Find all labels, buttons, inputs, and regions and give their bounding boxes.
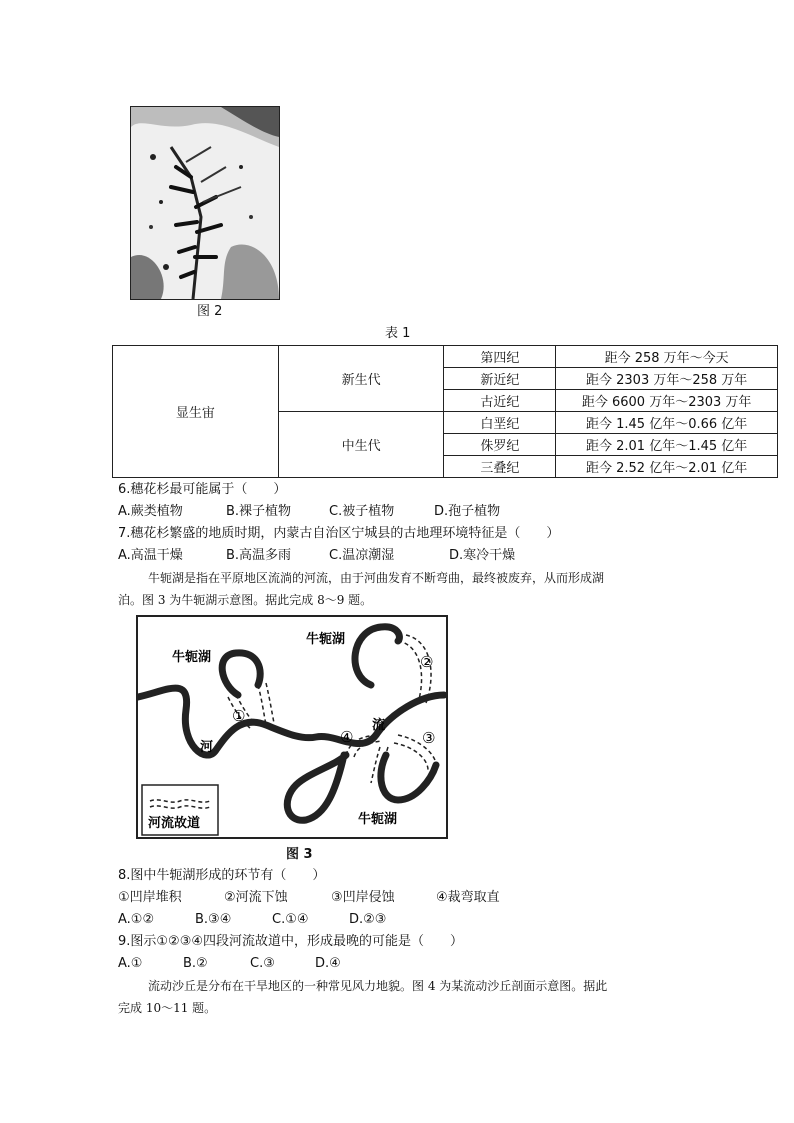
q8-option-c: C.①④ xyxy=(272,912,309,927)
q6-option-b: B.裸子植物 xyxy=(226,504,292,519)
intro-8-9-line2: 泊。图 3 为牛轭湖示意图。据此完成 8～9 题。 xyxy=(118,593,373,607)
period-cell: 第四纪 xyxy=(444,346,556,368)
period-cell: 三叠纪 xyxy=(444,456,556,478)
marker-3: ③ xyxy=(422,729,436,747)
range-cell: 距今 6600 万年～2303 万年 xyxy=(556,390,778,412)
lake-label: 牛轭湖 xyxy=(172,650,212,665)
river-label: 流 xyxy=(372,718,386,733)
q9-option-b: B.② xyxy=(183,956,208,971)
question-6-stem: 6.穗花杉最可能属于（ ） xyxy=(118,482,287,497)
period-cell: 古近纪 xyxy=(444,390,556,412)
period-cell: 侏罗纪 xyxy=(444,434,556,456)
question-7-stem: 7.穗花杉繁盛的地质时期，内蒙古自治区宁城县的古地理环境特征是（ ） xyxy=(118,526,560,541)
intro-10-11-line1: 流动沙丘是分布在干旱地区的一种常见风力地貌。图 4 为某流动沙丘剖面示意图。据此 xyxy=(148,979,608,993)
range-cell: 距今 258 万年～今天 xyxy=(556,346,778,368)
table1-title: 表 1 xyxy=(385,326,411,341)
q8-item-3: ③凹岸侵蚀 xyxy=(331,890,395,905)
q8-item-2: ②河流下蚀 xyxy=(224,890,288,905)
eon-cell: 显生宙 xyxy=(113,346,279,478)
q7-option-d: D.寒冷干燥 xyxy=(449,548,516,563)
intro-8-9-line1: 牛轭湖是指在平原地区流淌的河流，由于河曲发育不断弯曲，最终被废弃，从而形成湖 xyxy=(148,571,605,585)
table-row xyxy=(113,346,778,368)
lake-label: 牛轭湖 xyxy=(358,812,398,827)
range-cell: 距今 2.52 亿年～2.01 亿年 xyxy=(556,456,778,478)
geologic-time-table xyxy=(112,345,778,478)
figure3-caption: 图 3 xyxy=(286,847,313,862)
q8-option-a: A.①② xyxy=(118,912,155,927)
q9-option-d: D.④ xyxy=(315,956,341,971)
q9-option-c: C.③ xyxy=(250,956,275,971)
intro-10-11-line2: 完成 10～11 题。 xyxy=(118,1001,217,1015)
marker-2: ② xyxy=(420,653,434,671)
era-cell: 新生代 xyxy=(278,346,444,412)
river-label: 河 xyxy=(200,740,214,755)
figure2-caption: 图 2 xyxy=(197,304,223,319)
q7-option-b: B.高温多雨 xyxy=(226,548,292,563)
period-cell: 白垩纪 xyxy=(444,412,556,434)
q6-option-a: A.蕨类植物 xyxy=(118,504,183,519)
marker-4: ④ xyxy=(340,728,354,746)
q6-option-c: C.被子植物 xyxy=(329,504,395,519)
era-cell: 中生代 xyxy=(278,412,444,478)
oxbow-lake-diagram xyxy=(136,615,448,839)
period-cell: 新近纪 xyxy=(444,368,556,390)
q6-option-d: D.孢子植物 xyxy=(434,504,501,519)
fossil-photo xyxy=(130,106,280,300)
range-cell: 距今 1.45 亿年～0.66 亿年 xyxy=(556,412,778,434)
q7-option-a: A.高温干燥 xyxy=(118,548,183,563)
marker-1: ① xyxy=(232,707,246,725)
q8-item-1: ①凹岸堆积 xyxy=(118,890,182,905)
range-cell: 距今 2.01 亿年～1.45 亿年 xyxy=(556,434,778,456)
q7-option-c: C.温凉潮湿 xyxy=(329,548,395,563)
q8-option-d: D.②③ xyxy=(349,912,387,927)
lake-label: 牛轭湖 xyxy=(306,632,346,647)
question-9-stem: 9.图示①②③④四段河流故道中，形成最晚的可能是（ ） xyxy=(118,934,464,949)
question-8-stem: 8.图中牛轭湖形成的环节有（ ） xyxy=(118,868,326,883)
legend-label: 河流故道 xyxy=(148,816,201,831)
q8-item-4: ④裁弯取直 xyxy=(436,890,500,905)
q9-option-a: A.① xyxy=(118,956,143,971)
range-cell: 距今 2303 万年～258 万年 xyxy=(556,368,778,390)
q8-option-b: B.③④ xyxy=(195,912,232,927)
